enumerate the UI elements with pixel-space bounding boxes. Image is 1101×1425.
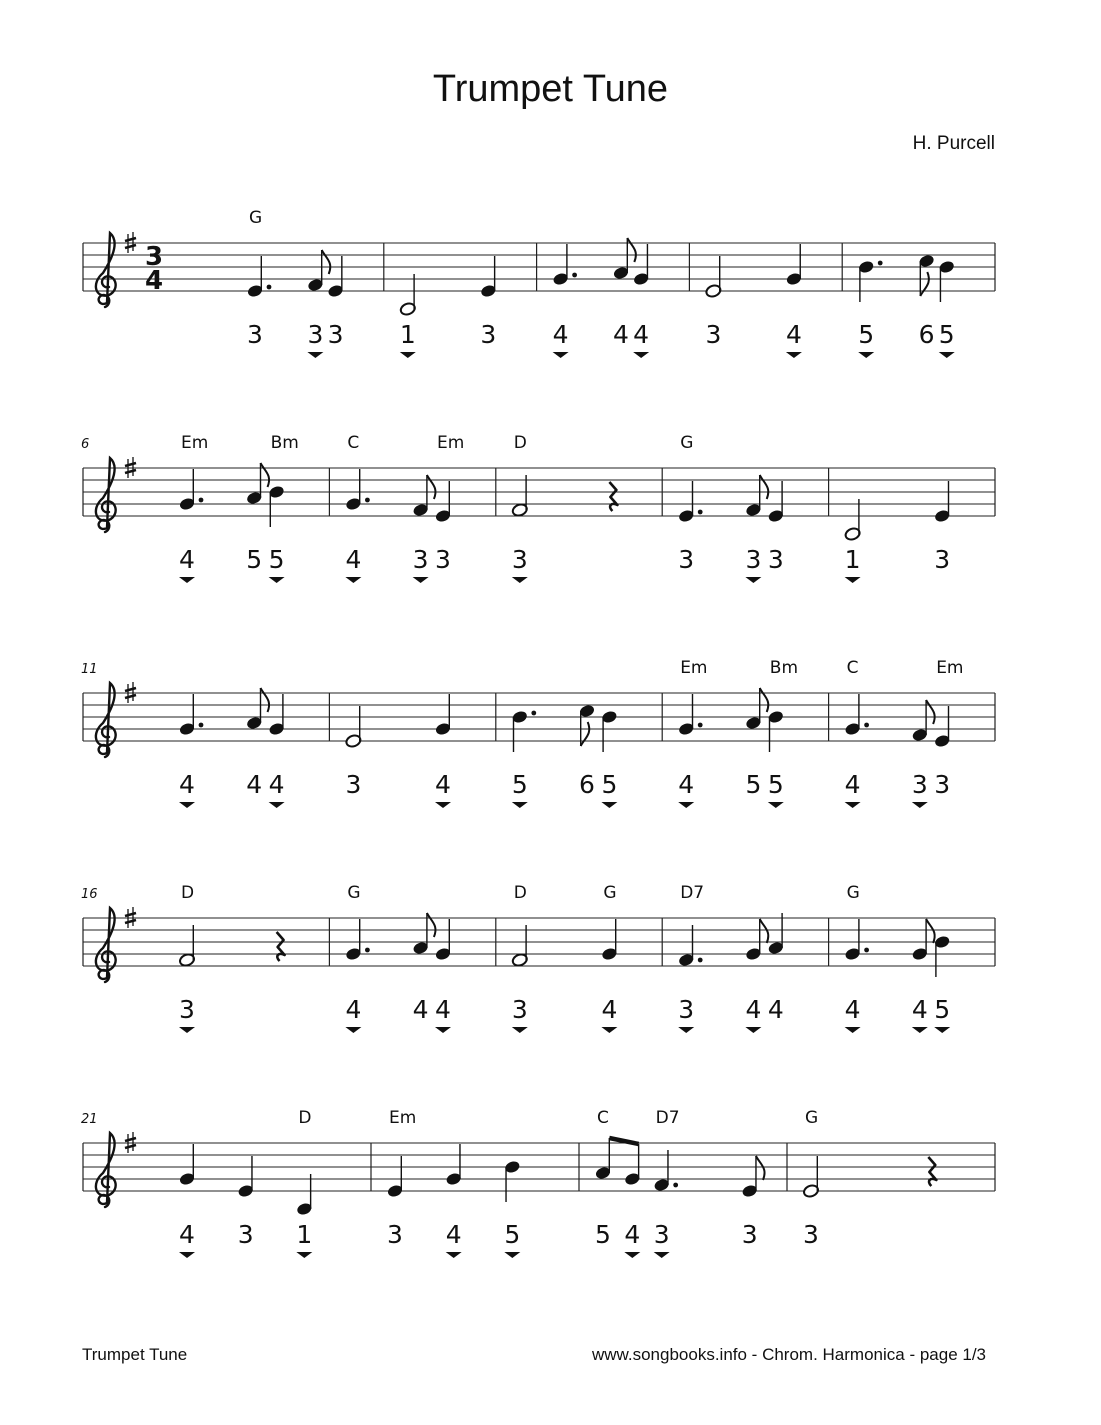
note [934, 706, 951, 748]
sharp-bar [125, 1145, 136, 1148]
sharp-bar [125, 688, 136, 691]
draw-arrow-icon [912, 1027, 928, 1033]
harmonica-tab-number: 1 [296, 1220, 313, 1249]
harmonica-tab-number: 3 [934, 545, 951, 574]
harmonica-tab-number: 3 [678, 545, 695, 574]
draw-arrow-icon [435, 802, 451, 808]
harmonica-tab-number: 4 [268, 770, 285, 799]
note [412, 913, 435, 955]
draw-arrow-icon [179, 802, 195, 808]
harmonica-tab-number: 1 [399, 320, 416, 349]
note [345, 706, 362, 748]
harmonica-tab-number: 3 [387, 1220, 403, 1249]
harmonica-tab-number: 3 [803, 1220, 819, 1249]
note-flag [756, 1156, 765, 1180]
harmonica-tab-number: 4 [785, 320, 802, 349]
treble-clef-icon [96, 233, 116, 307]
note-dot [365, 498, 370, 503]
note-dot [864, 723, 869, 728]
measure-number: 21 [81, 1112, 98, 1127]
note [844, 919, 869, 961]
draw-arrow-icon [845, 577, 861, 583]
chord-symbol: Em [437, 433, 465, 453]
draw-arrow-icon [601, 1027, 617, 1033]
note [601, 710, 618, 752]
draw-arrow-icon [858, 352, 874, 358]
harmonica-tab-number: 4 [552, 320, 569, 349]
treble-clef-icon [96, 683, 116, 757]
note-flag [261, 463, 270, 487]
quarter-rest-icon [609, 482, 617, 511]
note [918, 254, 935, 296]
treble-clef-icon [96, 458, 116, 532]
note-dot [878, 261, 883, 266]
draw-arrow-icon [654, 1252, 670, 1258]
draw-arrow-icon [845, 802, 861, 808]
note [767, 710, 784, 752]
harmonica-tab-number: 4 [246, 770, 263, 799]
note-flag [926, 919, 935, 943]
note [511, 925, 528, 967]
draw-arrow-icon [296, 1252, 312, 1258]
treble-clef-icon [96, 908, 116, 982]
note-flag [760, 475, 769, 499]
harmonica-tab-number: 3 [327, 320, 344, 349]
chord-symbol: C [347, 433, 360, 453]
chord-symbol: G [249, 208, 263, 228]
harmonica-tab-number: 6 [579, 770, 595, 799]
chord-symbol: G [603, 883, 617, 903]
draw-arrow-icon [768, 802, 784, 808]
harmonica-tab-number: 3 [705, 320, 722, 349]
chord-symbol: C [597, 1108, 609, 1128]
harmonica-tab-number: 3 [179, 995, 195, 1024]
chord-symbol: G [347, 883, 361, 903]
harmonica-tab-number: 3 [307, 320, 324, 349]
measure-number: 11 [81, 662, 98, 677]
sharp-bar [125, 920, 136, 923]
harmonica-tab-number: 4 [745, 995, 762, 1024]
chord-symbol: G [846, 883, 860, 903]
harmonica-tab-number: 5 [504, 1220, 521, 1249]
quarter-rest-icon [928, 1157, 936, 1186]
harmonica-tab-number: 4 [445, 1220, 462, 1249]
harmonica-tab-number: 3 [678, 995, 695, 1024]
clef-curve [96, 908, 116, 982]
harmonica-tab-number: 5 [745, 770, 762, 799]
sharp-bar [125, 470, 136, 473]
measure-number: 6 [81, 437, 90, 452]
draw-arrow-icon [269, 577, 285, 583]
note [745, 919, 768, 961]
harmonica-tab-number: 5 [858, 320, 875, 349]
note [246, 463, 269, 505]
chord-symbol: D7 [680, 883, 705, 903]
harmonica-tab-number: 4 [179, 770, 195, 799]
harmonica-tab-number: 4 [633, 320, 650, 349]
note-dot [365, 948, 370, 953]
draw-arrow-icon [678, 1027, 694, 1033]
note [938, 260, 955, 302]
harmonica-tab-number: 5 [938, 320, 955, 349]
note [345, 919, 370, 961]
note [178, 925, 195, 967]
note [412, 475, 435, 517]
draw-arrow-icon [745, 1027, 761, 1033]
draw-arrow-icon [435, 1027, 451, 1033]
draw-arrow-icon [601, 802, 617, 808]
note-flag [427, 475, 436, 499]
harmonica-tab-number: 3 [934, 770, 951, 799]
note [578, 704, 595, 746]
harmonica-tab-number: 6 [918, 320, 935, 349]
note [178, 469, 203, 511]
measure-number: 16 [81, 887, 98, 902]
sharp-bar [125, 1138, 136, 1141]
harmonica-tab-number: 1 [844, 545, 861, 574]
time-signature-top: 3 [145, 242, 164, 272]
note [934, 935, 951, 977]
chord-symbol: D [513, 883, 527, 903]
note [741, 1156, 764, 1198]
note [678, 481, 703, 523]
harmonica-tab-number: 3 [767, 545, 784, 574]
note-flag [627, 238, 636, 262]
note [296, 1174, 313, 1216]
sharp-bar [125, 913, 136, 916]
note [511, 710, 536, 752]
chord-symbol: D [298, 1108, 312, 1128]
note [594, 1138, 611, 1180]
chord-symbol: C [846, 658, 859, 678]
draw-arrow-icon [845, 1027, 861, 1033]
footer-source: www.songbooks.info - Chrom. Harmonica - page 1/3 [591, 1345, 986, 1364]
harmonica-tab-number: 3 [237, 1220, 254, 1249]
note [858, 260, 883, 302]
harmonica-tab-number: 4 [767, 995, 784, 1024]
chord-symbol: G [680, 433, 694, 453]
note-flag [760, 688, 769, 712]
harmonica-tab-number: 4 [613, 320, 629, 349]
draw-arrow-icon [269, 802, 285, 808]
note [511, 475, 528, 517]
note-dot [698, 510, 703, 515]
clef-curve [96, 683, 116, 757]
note [844, 694, 869, 736]
note [552, 244, 577, 286]
note-flag [760, 919, 769, 943]
harmonica-tab-number: 4 [435, 995, 451, 1024]
draw-arrow-icon [345, 1027, 361, 1033]
harmonica-tab-number: 4 [345, 995, 362, 1024]
harmonica-tab-number: 4 [678, 770, 695, 799]
draw-arrow-icon [512, 802, 528, 808]
harmonica-tab-number: 3 [653, 1220, 670, 1249]
harmonica-tab-number: 5 [246, 545, 263, 574]
note-flag [926, 700, 935, 724]
note [802, 1156, 819, 1198]
harmonica-tab-number: 4 [412, 995, 429, 1024]
note [844, 499, 861, 541]
song-title: Trumpet Tune [432, 68, 669, 110]
harmonica-tab-number: 3 [247, 320, 263, 349]
harmonica-tab-number: 5 [601, 770, 618, 799]
note [705, 256, 722, 298]
harmonica-tab-number: 4 [624, 1220, 641, 1249]
harmonica-tab-number: 5 [934, 995, 951, 1024]
draw-arrow-icon [179, 1027, 195, 1033]
harmonica-tab-number: 5 [268, 545, 285, 574]
note [178, 694, 203, 736]
harmonica-tab-number: 5 [511, 770, 528, 799]
note-dot [199, 498, 204, 503]
note-flag [427, 913, 436, 937]
chord-symbol: D [181, 883, 195, 903]
treble-clef-icon [96, 1133, 116, 1207]
draw-arrow-icon [179, 577, 195, 583]
note-flag [261, 688, 270, 712]
harmonica-tab-number: 4 [435, 770, 451, 799]
harmonica-tab-number: 3 [435, 545, 451, 574]
note [246, 256, 271, 298]
note-dot [199, 723, 204, 728]
harmonica-tab-number: 3 [412, 545, 429, 574]
note [911, 700, 934, 742]
draw-arrow-icon [912, 802, 928, 808]
harmonica-tab-number: 5 [767, 770, 784, 799]
note [445, 1144, 462, 1186]
clef-curve [96, 233, 116, 307]
draw-arrow-icon [504, 1252, 520, 1258]
note [612, 238, 635, 280]
clef-curve [96, 458, 116, 532]
note [678, 694, 703, 736]
note [246, 688, 269, 730]
draw-arrow-icon [939, 352, 955, 358]
clef-curve [96, 1133, 116, 1207]
note-dot [572, 273, 577, 278]
sharp-bar [125, 238, 136, 241]
note [237, 1156, 254, 1198]
note-dot [673, 1183, 678, 1188]
note [307, 250, 330, 292]
note-flag [920, 272, 929, 296]
draw-arrow-icon [633, 352, 649, 358]
harmonica-tab-number: 3 [511, 995, 528, 1024]
harmonica-tab-number: 5 [595, 1220, 611, 1249]
harmonica-tab-number: 4 [911, 995, 928, 1024]
draw-arrow-icon [512, 577, 528, 583]
footer-title: Trumpet Tune [82, 1345, 188, 1364]
note [745, 475, 768, 517]
harmonica-tab-number: 3 [911, 770, 928, 799]
draw-arrow-icon [553, 352, 569, 358]
note-dot [531, 711, 536, 716]
note-flag [322, 250, 331, 274]
harmonica-tab-number: 4 [345, 545, 362, 574]
harmonica-tab-number: 4 [601, 995, 618, 1024]
draw-arrow-icon [400, 352, 416, 358]
note [178, 1144, 195, 1186]
draw-arrow-icon [678, 802, 694, 808]
note-dot [698, 958, 703, 963]
harmonica-tab-number: 3 [345, 770, 362, 799]
note [480, 256, 497, 298]
note [934, 481, 951, 523]
draw-arrow-icon [624, 1252, 640, 1258]
chord-symbol: Em [181, 433, 209, 453]
note [268, 485, 285, 527]
note-flag [581, 722, 590, 746]
harmonica-tab-number: 4 [179, 1220, 195, 1249]
harmonica-tab-number: 4 [179, 545, 195, 574]
note [504, 1160, 521, 1202]
note [678, 925, 703, 967]
note-dot [698, 723, 703, 728]
note-dot [267, 285, 272, 290]
harmonica-tab-number: 3 [511, 545, 528, 574]
sharp-bar [125, 695, 136, 698]
chord-symbol: G [805, 1108, 819, 1128]
note [399, 274, 416, 316]
draw-arrow-icon [179, 1252, 195, 1258]
note [268, 694, 285, 736]
chord-symbol: Em [936, 658, 964, 678]
draw-arrow-icon [345, 577, 361, 583]
chord-symbol: D7 [655, 1108, 680, 1128]
quarter-rest-icon [277, 932, 285, 961]
composer-name: H. Purcell [912, 133, 995, 154]
draw-arrow-icon [413, 577, 429, 583]
note [386, 1156, 403, 1198]
note [767, 481, 784, 523]
note [767, 913, 784, 955]
chord-symbol: Bm [769, 658, 799, 678]
note [345, 469, 370, 511]
note [624, 1144, 641, 1186]
note-dot [864, 948, 869, 953]
note [434, 481, 451, 523]
harmonica-tab-number: 3 [480, 320, 497, 349]
chord-symbol: D [513, 433, 527, 453]
chord-symbol: Em [389, 1108, 417, 1128]
sharp-bar [125, 463, 136, 466]
draw-arrow-icon [745, 577, 761, 583]
note [653, 1150, 678, 1192]
note [601, 919, 618, 961]
sharp-bar [125, 245, 136, 248]
harmonica-tab-number: 4 [844, 995, 861, 1024]
chord-symbol: Em [680, 658, 708, 678]
note [434, 694, 451, 736]
note [785, 244, 802, 286]
draw-arrow-icon [934, 1027, 950, 1033]
draw-arrow-icon [512, 1027, 528, 1033]
draw-arrow-icon [446, 1252, 462, 1258]
time-signature-bottom: 4 [145, 266, 164, 296]
note [911, 919, 934, 961]
draw-arrow-icon [307, 352, 323, 358]
harmonica-tab-number: 3 [741, 1220, 758, 1249]
chord-symbol: Bm [270, 433, 299, 453]
note [745, 688, 768, 730]
harmonica-tab-number: 3 [745, 545, 762, 574]
note [434, 919, 451, 961]
harmonica-tab-number: 4 [844, 770, 861, 799]
draw-arrow-icon [786, 352, 802, 358]
